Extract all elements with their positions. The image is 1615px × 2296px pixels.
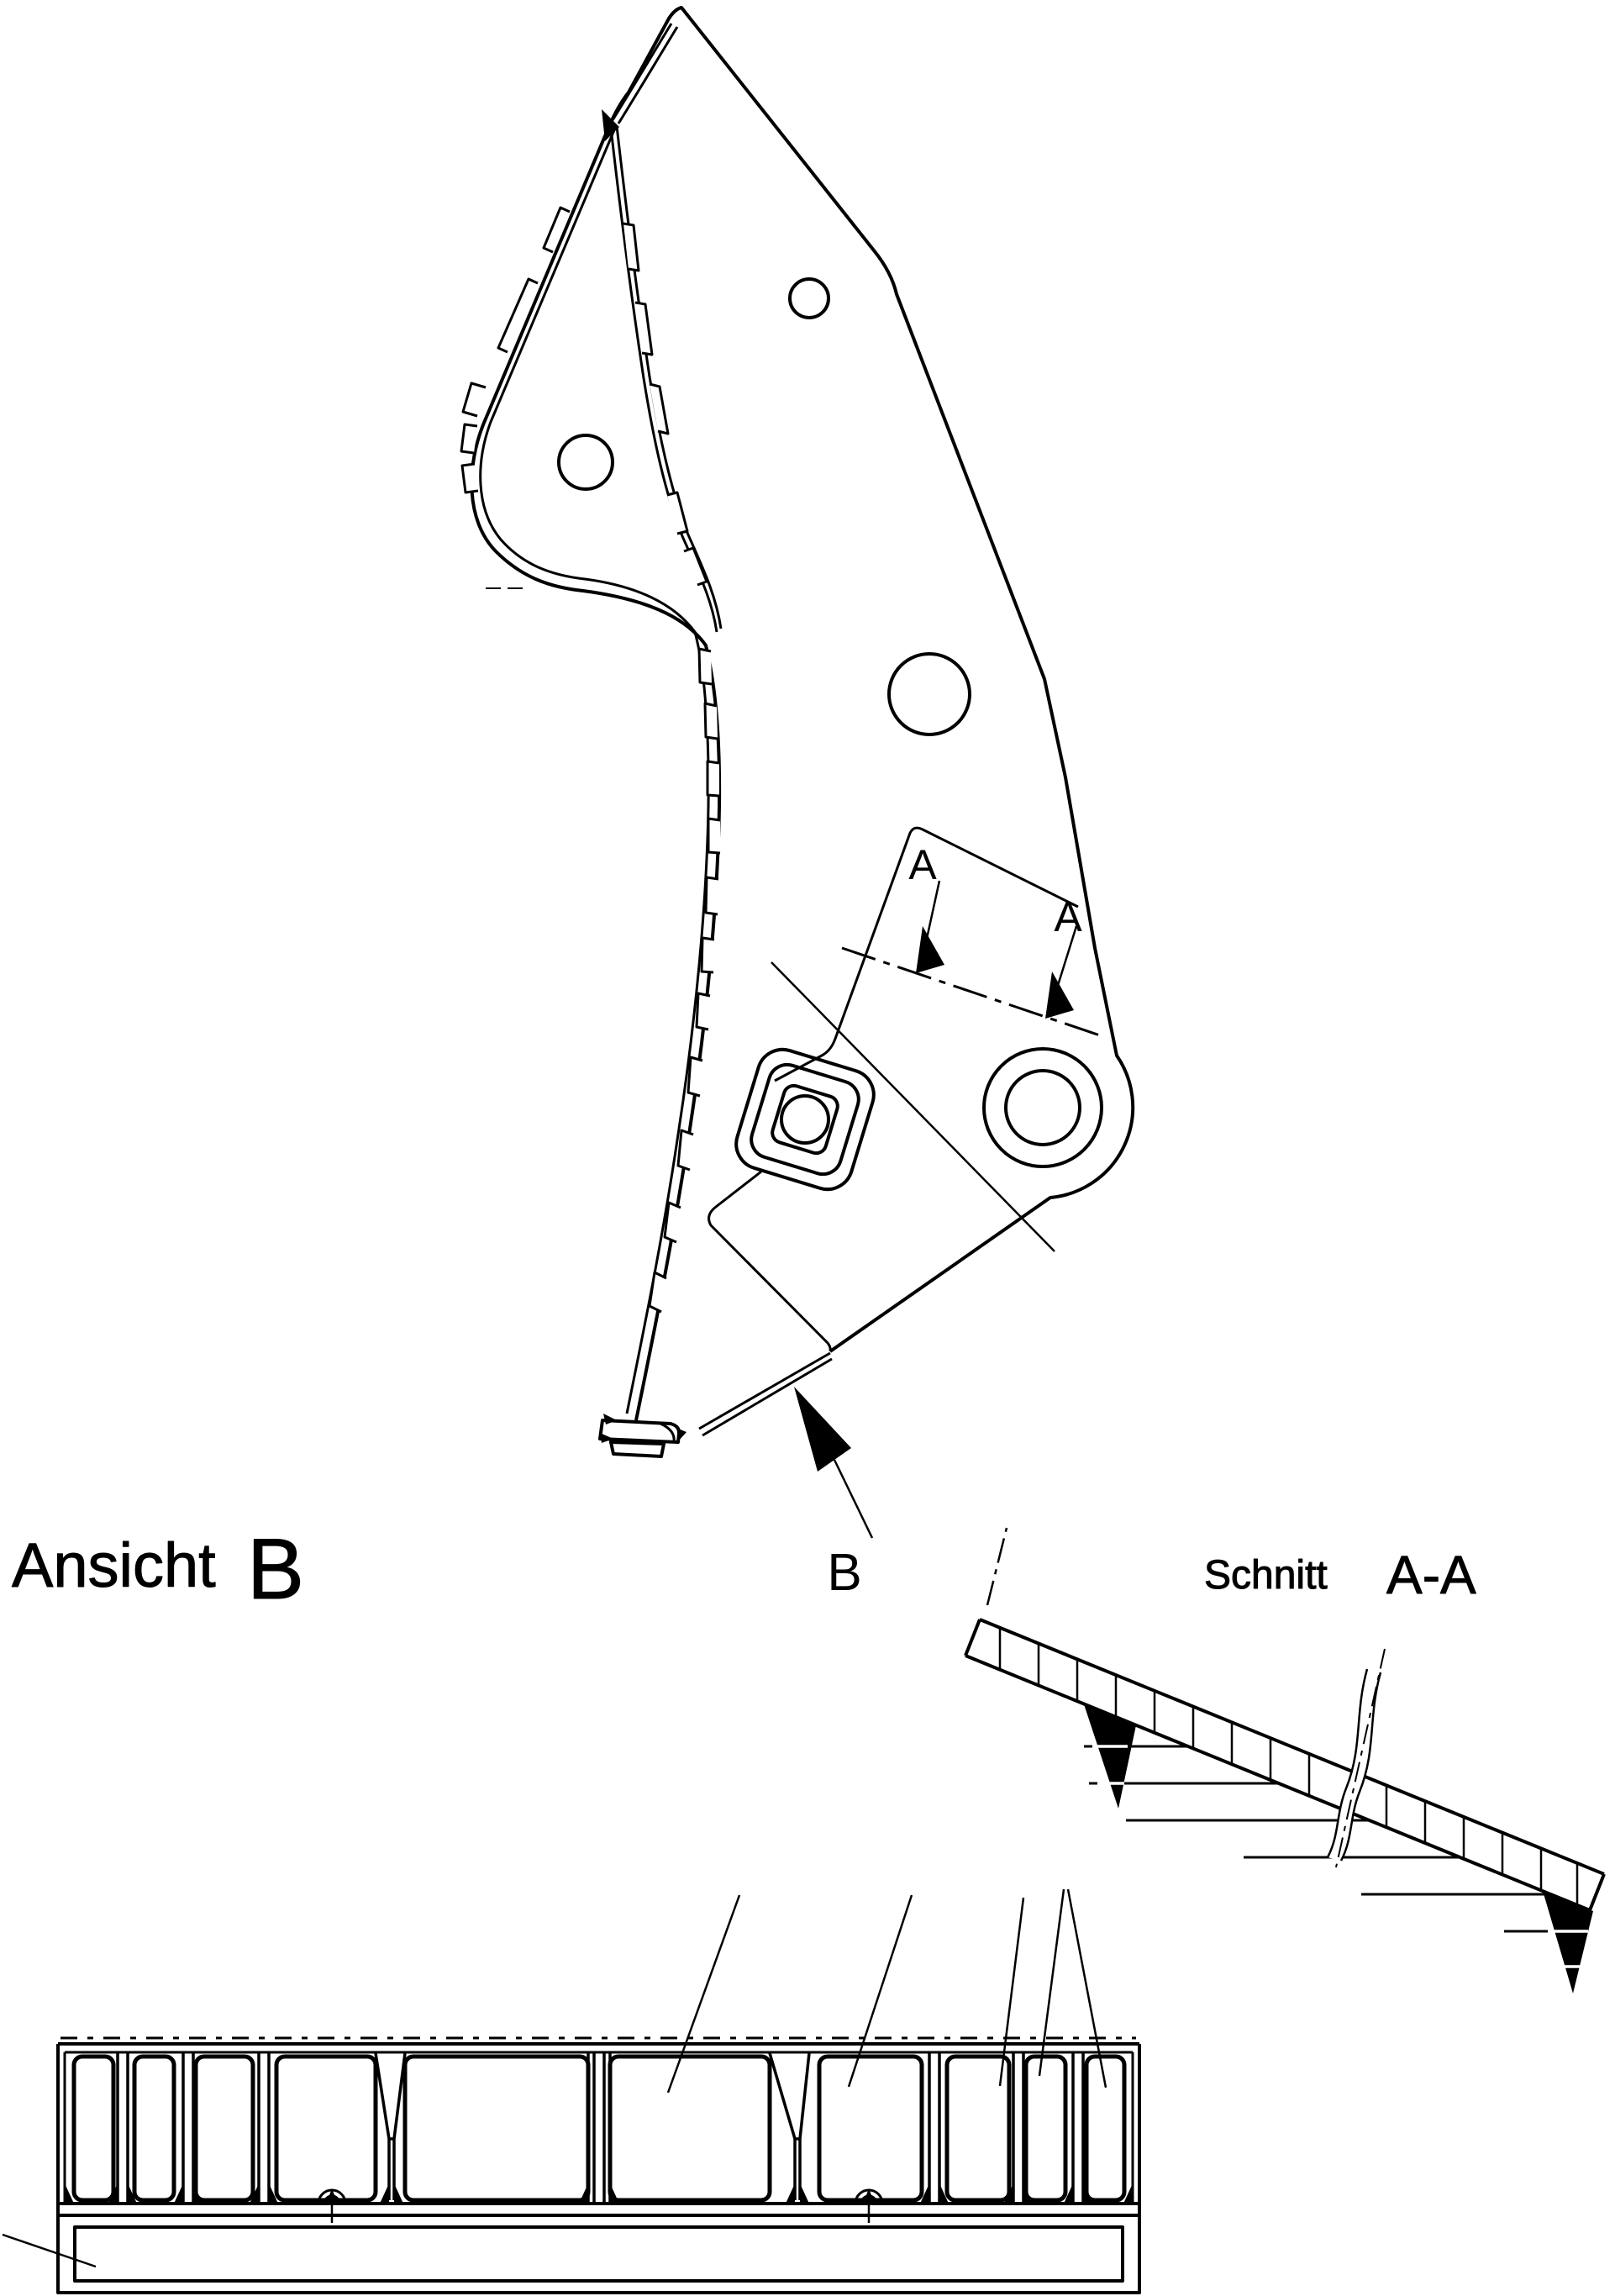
section-marker-right-label: A	[1054, 893, 1082, 940]
section-title-word: Schnitt	[1204, 1553, 1328, 1598]
bottom-view-title-word: Ansicht	[12, 1530, 216, 1600]
bottom-view-title-ref: B	[247, 1521, 305, 1617]
view-marker-b-label: B	[827, 1544, 862, 1602]
section-title-ref: A-A	[1386, 1545, 1476, 1605]
section-marker-left-label: A	[908, 841, 937, 888]
